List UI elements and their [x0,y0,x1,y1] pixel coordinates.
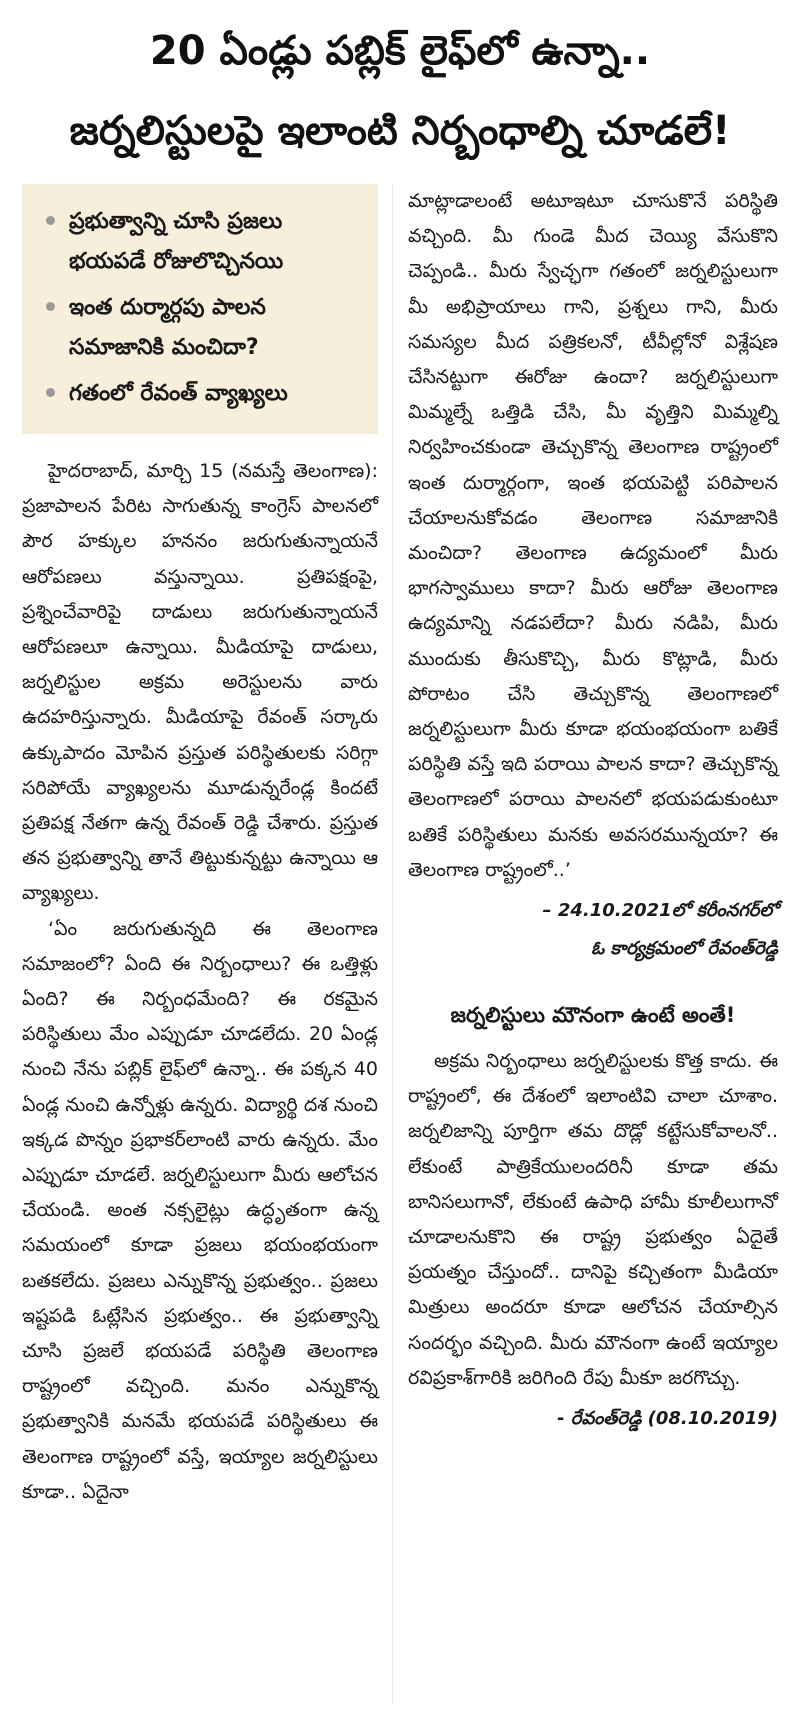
article-paragraph: అక్రమ నిర్బంధాలు జర్నలిస్టులకు కొత్త కాదు. ఈ రాష్ట్రంలో, ఈ దేశంలో ఇలాంటివి చాలా చూశాం. జర్నలిజాన్ని పూర్తిగా తమ దొడ్లో కట్టేసుకోవాలనో.. లేకుంటే పాత్రికేయులందరినీ కూడా తమ బానిసలుగానో, లేకుంటే ఉపాధి హామీ కూలీలుగానో చూడాలనుకొని ఈ రాష్ట్ర ప్రభుత్వం ఏదైతే ప్రయత్నం చేస్తుందో.. దానిపై కచ్చితంగా మీడియా మిత్రులు అందరూ కూడా ఆలోచన చేయాల్సిన సందర్భం వచ్చింది. మీరు మౌనంగా ఉంటే ఇయ్యాల రవిప్రకాశ్‌గారికి జరిగింది రేపు మీకూ జరగొచ్చు. [408,1050,778,1389]
right-column [408,184,778,1438]
highlights-box [22,184,378,434]
article-paragraph: మాట్లాడాలంటే అటూఇటూ చూసుకొనే పరిస్థితి వచ్చింది. మీ గుండె మీద చెయ్యి వేసుకొని చెప్పండి.. మీరు స్వేచ్ఛగా గతంలో జర్నలిస్టులుగా మీ అభిప్రాయాలు గాని, ప్రశ్నలు గాని, మీరు సమస్యల మీద పత్రికలనో, టీవీల్లోనో విశ్లేషణ చేసినట్టుగా ఈరోజు ఉందా? జర్నలిస్టులుగా మిమ్మల్నే ఒత్తిడి చేసి, మీ వృత్తిని మిమ్మల్ని నిర్వహించకుండా తెచ్చుకొన్న తెలంగాణ రాష్ట్రంలో ఇంత దుర్మార్గంగా, ఇంత భయపెట్టి పరిపాలన చేయాలనుకోవడం తెలంగాణ సమాజానికి మంచిదా? తెలంగాణ ఉద్యమంలో మీరు భాగస్వాములు కాదా? మీరు ఆరోజు తెలంగాణ ఉద్యమాన్ని నడపలేదా? మీరు నడిపి, మీరు ముందుకు తీసుకొచ్చి, మీరు కొట్లాడి, మీరు పోరాటం చేసి తెచ్చుకొన్న తెలంగాణలో జర్నలిస్టులుగా మీరు కూడా భయంభయంగా బతికే పరిస్థితి వస్తే ఇది పరాయి పాలన కాదా? తెచ్చుకొన్న తెలంగాణలో పరాయి పాలనలో భయపడుకుంటూ బతికే పరిస్థితులు మనకు అవసరమున్నయా? ఈ తెలంగాణ రాష్ట్రంలో..’ [408,190,778,881]
headline-line-2: జర్నలిస్టులపై ఇలాంటి నిర్బంధాల్ని చూడలే! [69,108,731,154]
headline-line-1: 20 ఏండ్లు పబ్లిక్ లైఫ్‌లో ఉన్నా.. [149,28,651,74]
bullet-icon [46,216,55,225]
highlight-text: ఇంత దుర్మార్గపు పాలన సమాజానికి మంచిదా? [69,295,266,360]
article-paragraph: హైదరాబాద్, మార్చి 15 (నమస్తే తెలంగాణ): ప్రజాపాలన పేరిట సాగుతున్న కాంగ్రెస్ పాలనలో పౌర హక్కుల హననం జరుగుతున్నాయనే ఆరోపణలు వస్తున్నాయి. ప్రతిపక్షంపై, ప్రశ్నించేవారిపై దాడులు జరుగుతున్నాయనే ఆరోపణలూ ఉన్నాయి. మీడియాపై దాడులు, జర్నలిస్టుల అక్రమ అరెస్టులను వారు ఉదహరిస్తున్నారు. మీడియాపై రేవంత్ సర్కారు ఉక్కుపాదం మోపిన ప్రస్తుత పరిస్థితులకు సరిగ్గా సరిపోయే వ్యాఖ్యలను మూడున్నరేండ్ల కిందటే ప్రతిపక్ష నేతగా ఉన్న రేవంత్ రెడ్డి చేశారు. ప్రస్తుత తన ప్రభుత్వాన్ని తానే తిట్టుకున్నట్టు ఉన్నాయి ఆ వ్యాఖ్యలు. [22,460,378,905]
quote-credit-line-2: ఓ కార్యక్రమంలో రేవంత్‌రెడ్డి [591,938,778,960]
bullet-icon [46,388,55,397]
column-divider [392,184,393,1704]
left-column [22,184,378,1510]
quote-credit: - రేవంత్‌రెడ్డి (08.10.2019) [557,1408,778,1430]
highlight-item [36,288,364,368]
quote-credit-line-1: – 24.10.2021లో కరీంనగర్‌లో [542,900,778,922]
highlight-item [36,374,364,414]
section-subheading: జర్నలిస్టులు మౌనంగా ఉంటే అంతే! [450,1003,736,1028]
article-paragraph: ‘ఏం జరుగుతున్నది ఈ తెలంగాణ సమాజంలో? ఏంది ఈ నిర్బంధాలు? ఈ ఒత్తిళ్లు ఏంది? ఈ నిర్బంధమేంది? ఈ రకమైన పరిస్థితులు మేం ఎప్పుడూ చూడలేదు. 20 ఏండ్ల నుంచి నేను పబ్లిక్ లైఫ్‌లో ఉన్నా.. ఈ పక్కన 40 ఏండ్ల నుంచి ఉన్నోళ్లు ఉన్నరు. విద్యార్థి దశ నుంచి ఇక్కడ పొన్నం ప్రభాకర్‌లాంటి వారు ఉన్నరు. మేం ఎప్పుడూ చూడలే. జర్నలిస్టులుగా మీరు ఆలోచన చేయండి. అంత నక్సలైట్లు ఉద్ధృతంగా ఉన్న సమయంలో కూడా ప్రజలు భయంభయంగా బతకలేదు. ప్రజలు ఎన్నుకొన్న ప్రభుత్వం.. ప్రజలు ఇష్టపడి ఓట్లేసిన ప్రభుత్వం.. ఈ ప్రభుత్వాన్ని చూసి ప్రజలే భయపడే పరిస్థితి తెలంగాణ రాష్ట్రంలో వచ్చింది. మనం ఎన్నుకొన్న ప్రభుత్వానికి మనమే భయపడే పరిస్థితులు ఈ తెలంగాణ రాష్ట్రంలో వస్తే, ఇయ్యాల జర్నలిస్టులు కూడా.. ఏదైనా [22,917,378,1503]
highlight-text: గతంలో రేవంత్ వ్యాఖ్యలు [69,381,288,406]
highlight-item [36,202,364,282]
bullet-icon [46,302,55,311]
highlight-text: ప్రభుత్వాన్ని చూసి ప్రజలు భయపడే రోజులొచ్చినయి [69,209,284,274]
